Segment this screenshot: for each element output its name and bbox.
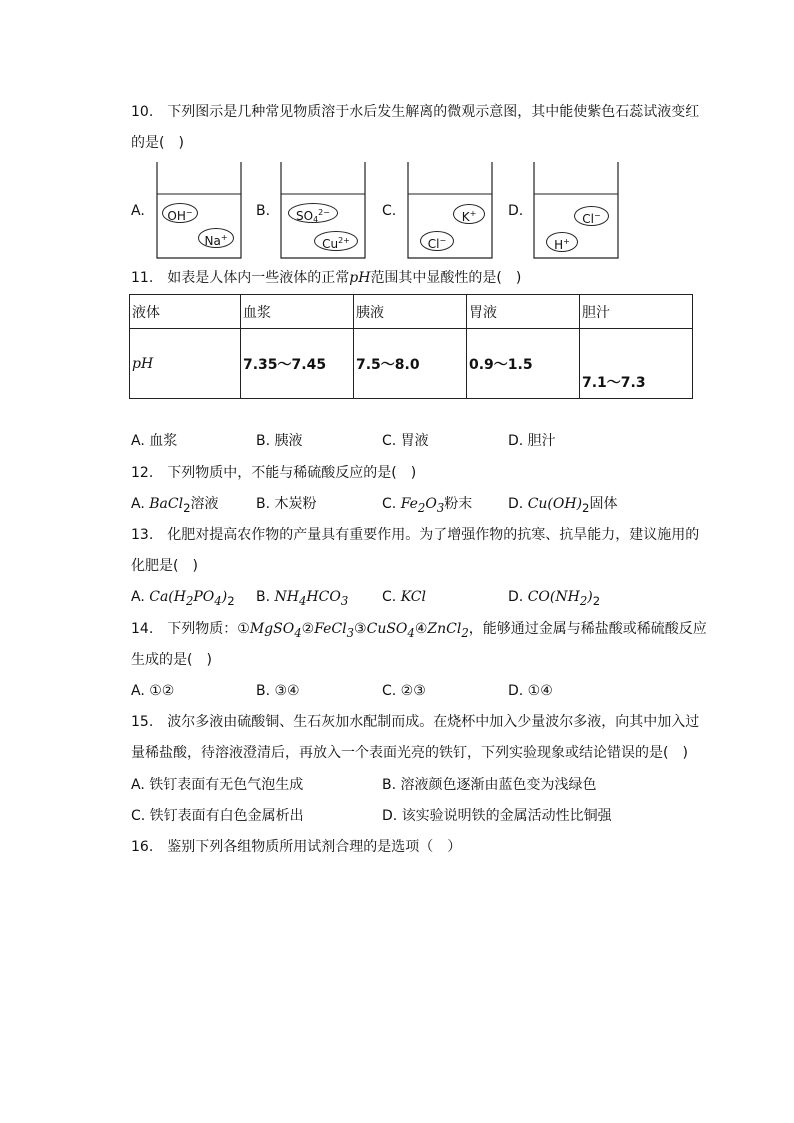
table-header-cell: 胆汁: [580, 295, 693, 329]
q10-beaker-c: [407, 161, 493, 259]
q11-option-c[interactable]: C. 胃液: [382, 433, 429, 449]
table-cell: 0.9～1.5: [467, 329, 580, 399]
q11-option-d[interactable]: D. 胆汁: [508, 433, 556, 449]
table-row-label: pH: [130, 329, 241, 399]
ph-table: [129, 294, 693, 399]
q15-option-d[interactable]: D. 该实验说明铁的金属活动性比铜强: [382, 808, 612, 824]
q13-option-a[interactable]: A. $Ca(H_2PO_4)_2$: [131, 589, 235, 608]
q12-option-a[interactable]: A. BaCl$_2$溶液: [131, 496, 219, 515]
q15-option-b[interactable]: B. 溶液颜色逐渐由蓝色变为浅绿色: [382, 777, 597, 793]
ion-na: Na+: [198, 228, 234, 248]
table-header-cell: 胰液: [354, 295, 467, 329]
q13-option-c[interactable]: C. KCl: [382, 589, 426, 605]
q10-beaker-b: [280, 161, 366, 259]
q14-stem-line1: 14. 下列物质：①MgSO$_4$②FeCl$_3$③CuSO$_4$④ZnCl$_2$，能够通过金属与稀盐酸或稀硫酸反应: [131, 621, 707, 640]
q16-stem: 16. 鉴别下列各组物质所用试剂合理的是选项（ ）: [131, 839, 462, 855]
q12-option-d[interactable]: D. $Cu(OH)_2$固体: [508, 496, 618, 515]
q14-option-a[interactable]: A. ①②: [131, 683, 175, 699]
q12-stem: 12. 下列物质中，不能与稀硫酸反应的是( ): [131, 465, 417, 481]
q11-stem: 11. 如表是人体内一些液体的正常pH范围其中显酸性的是( ): [131, 270, 522, 286]
q13-stem-line1: 13. 化肥对提高农作物的产量具有重要作用。为了增强作物的抗寒、抗旱能力，建议施用的: [131, 527, 700, 543]
ion-cu: $Cu^{2+}$: [314, 231, 358, 251]
q12-option-c[interactable]: C. $Fe_2O_3$粉末: [382, 496, 473, 515]
table-header-cell: 胃液: [467, 295, 580, 329]
q15-stem-line2: 量稀盐酸，待溶液澄清后，再放入一个表面光亮的铁钉，下列实验现象或结论错误的是( ): [131, 745, 688, 761]
ion-h: H+: [546, 232, 578, 252]
ion-cl: Cl−: [574, 206, 609, 226]
q14-option-d[interactable]: D. ①④: [508, 683, 553, 699]
q15-option-a[interactable]: A. 铁钉表面有无色气泡生成: [131, 777, 304, 793]
q10-option-c-label[interactable]: C.: [382, 203, 397, 219]
q15-stem-line1: 15. 波尔多液由硫酸铜、生石灰加水配制而成。在烧杯中加入少量波尔多液，向其中加入过: [131, 714, 700, 730]
q13-option-b[interactable]: B. $NH_4HCO_3$: [256, 589, 349, 608]
q10-option-d-label[interactable]: D.: [508, 203, 524, 219]
q11-option-b[interactable]: B. 胰液: [256, 433, 303, 449]
table-cell: 7.35～7.45: [241, 329, 354, 399]
q12-option-b[interactable]: B. 木炭粉: [256, 496, 317, 512]
table-cell: 7.5～8.0: [354, 329, 467, 399]
q10-stem-line1: 10. 下列图示是几种常见物质溶于水后发生解离的微观示意图，其中能使紫色石蕊试液变红: [131, 104, 700, 120]
q10-option-a-label[interactable]: A.: [131, 203, 145, 219]
table-header-cell: 液体: [130, 295, 241, 329]
q10-option-b-label[interactable]: B.: [256, 203, 271, 219]
q10-beaker-d: [533, 161, 619, 259]
table-row: [130, 295, 693, 329]
q14-stem-line2: 生成的是( ): [131, 652, 212, 668]
ion-k: K+: [453, 204, 485, 224]
q14-option-c[interactable]: C. ②③: [382, 683, 426, 699]
ion-oh: OH−: [162, 203, 198, 223]
q10-beaker-a: [156, 161, 242, 259]
table-cell: 7.1～7.3: [580, 329, 693, 399]
ion-cl: Cl−: [420, 231, 454, 251]
ion-so4: $SO_4^{2-}$: [288, 203, 338, 223]
q11-option-a[interactable]: A. 血浆: [131, 433, 178, 449]
table-header-cell: 血浆: [241, 295, 354, 329]
q13-option-d[interactable]: D. $CO(NH_2)_2$: [508, 589, 601, 608]
q10-stem-line2: 的是( ): [131, 135, 184, 151]
q13-stem-line2: 化肥是( ): [131, 558, 198, 574]
q14-option-b[interactable]: B. ③④: [256, 683, 300, 699]
table-row: [130, 329, 693, 399]
q15-option-c[interactable]: C. 铁钉表面有白色金属析出: [131, 808, 304, 824]
